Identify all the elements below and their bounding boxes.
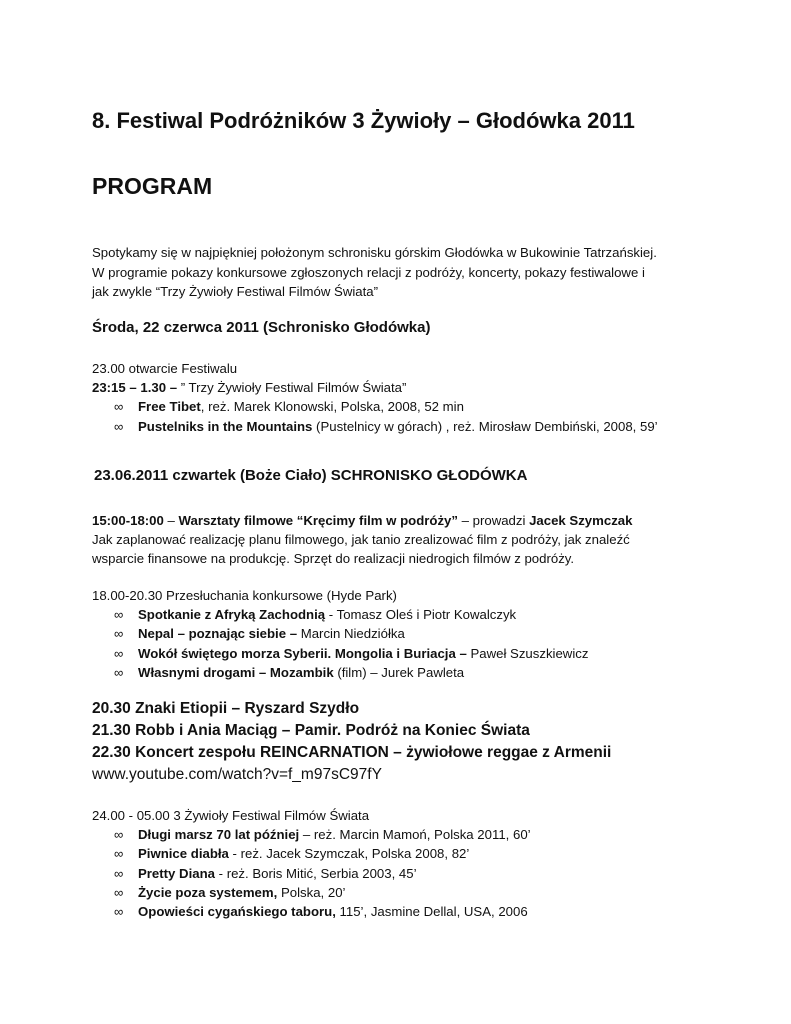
film-details: Polska, 20’	[277, 884, 346, 900]
night-block	[92, 806, 531, 921]
list-item	[92, 397, 658, 416]
film-title: Długi marsz 70 lat później	[138, 827, 300, 843]
hearing-author: Paweł Szuszkiewicz	[466, 645, 589, 661]
film-title: Pretty Diana	[138, 865, 215, 881]
hearing-title: Własnymi drogami – Mozambik	[138, 664, 334, 680]
list-item	[92, 644, 588, 663]
workshop-desc: wsparcie finansowe na produkcję. Sprzęt do realizacji niedrogich filmów z podróży.	[92, 551, 575, 567]
film-title: Opowieści cygańskiego taboru,	[138, 904, 336, 920]
hearing-title: Nepal – poznając siebie –	[138, 626, 298, 642]
hearing-title: Wokół świętego morza Syberii. Mongolia i Buriacja –	[138, 645, 467, 661]
list-item	[92, 864, 531, 883]
evening-block	[92, 698, 611, 786]
film-title: Free Tibet	[138, 399, 201, 415]
workshop-led: – prowadzi	[457, 513, 530, 528]
workshop-host: Jacek Szymczak	[529, 513, 633, 528]
slot-time: 23:15 – 1.30 –	[92, 380, 178, 396]
intro-paragraph	[92, 243, 657, 302]
film-details: 115’, Jasmine Dellal, USA, 2006	[335, 904, 528, 920]
workshop-dash: –	[163, 513, 179, 528]
infinity-bullet-icon: ∞	[114, 865, 124, 881]
infinity-bullet-icon: ∞	[114, 846, 124, 862]
hearing-author: - Tomasz Oleś i Piotr Kowalczyk	[325, 607, 517, 623]
night-title: 24.00 - 05.00 3 Żywioły Festiwal Filmów Świata	[92, 808, 370, 823]
hearing-author: (film) – Jurek Pawleta	[333, 664, 465, 680]
program-heading: PROGRAM	[92, 173, 213, 199]
youtube-link[interactable]	[92, 764, 611, 786]
infinity-bullet-icon: ∞	[114, 626, 124, 642]
infinity-bullet-icon: ∞	[114, 418, 124, 434]
workshop-desc: Jak zaplanować realizację planu filmowego, jak tanio zrealizować film z podróży, jak znaleźć	[92, 532, 630, 548]
intro-line: jak zwykle “Trzy Żywioły Festiwal Filmów Świata”	[92, 284, 379, 299]
film-title: Życie poza systemem,	[138, 884, 278, 900]
list-item	[92, 825, 531, 844]
infinity-bullet-icon: ∞	[114, 645, 124, 661]
slot-line	[92, 378, 658, 397]
film-details: - reż. Boris Mitić, Serbia 2003, 45’	[214, 865, 417, 881]
film-details: (Pustelnicy w górach) , reż. Mirosław Dembiński, 2008, 59’	[312, 418, 658, 434]
opening-line: 23.00 otwarcie Festiwalu	[92, 361, 238, 376]
list-item	[92, 624, 588, 643]
hearings-title: 18.00-20.30 Przesłuchania konkursowe (Hyde Park)	[92, 588, 397, 603]
infinity-bullet-icon: ∞	[114, 607, 124, 623]
list-item	[92, 417, 658, 436]
intro-line: Spotykamy się w najpiękniej położonym schronisku górskim Głodówka w Bukowinie Tatrzańskiej.	[92, 245, 657, 260]
slot-title: ” Trzy Żywioły Festiwal Filmów Świata”	[177, 380, 407, 396]
hearing-author: Marcin Niedziółka	[297, 626, 405, 642]
hearing-title: Spotkanie z Afryką Zachodnią	[138, 607, 326, 623]
festival-title: 8. Festiwal Podróżników 3 Żywioły – Głodówka 2011	[92, 108, 635, 133]
infinity-bullet-icon: ∞	[114, 664, 124, 680]
infinity-bullet-icon: ∞	[114, 399, 124, 415]
infinity-bullet-icon: ∞	[114, 827, 124, 843]
list-item	[92, 902, 531, 921]
film-details: – reż. Marcin Mamoń, Polska 2011, 60’	[299, 827, 531, 843]
hearings-block	[92, 586, 588, 682]
workshop-block	[92, 511, 632, 569]
evening-item: 21.30 Robb i Ania Maciąg – Pamir. Podróż na Koniec Świata	[92, 722, 530, 739]
workshop-title: Warsztaty filmowe “Kręcimy film w podróży”	[178, 513, 458, 528]
film-details: , reż. Marek Klonowski, Polska, 2008, 52 min	[200, 399, 464, 415]
day1-schedule	[92, 359, 658, 436]
day2-heading: 23.06.2011 czwartek (Boże Ciało) SCHRONISKO GŁODÓWKA	[94, 467, 528, 484]
film-title: Piwnice diabła	[138, 846, 229, 862]
list-item	[92, 844, 531, 863]
day1-heading: Środa, 22 czerwca 2011 (Schronisko Głodówka)	[92, 319, 431, 336]
list-item	[92, 605, 588, 624]
infinity-bullet-icon: ∞	[114, 884, 124, 900]
workshop-line	[92, 511, 632, 530]
film-title: Pustelniks in the Mountains	[138, 418, 313, 434]
infinity-bullet-icon: ∞	[114, 904, 124, 920]
evening-item: 22.30 Koncert zespołu REINCARNATION – żywiołowe reggae z Armenii	[92, 744, 612, 761]
evening-item: 20.30 Znaki Etiopii – Ryszard Szydło	[92, 700, 360, 717]
intro-line: W programie pokazy konkursowe zgłoszonych relacji z podróży, koncerty, pokazy festiwalowe i	[92, 264, 645, 280]
film-details: - reż. Jacek Szymczak, Polska 2008, 82’	[228, 846, 470, 862]
list-item	[92, 663, 588, 682]
workshop-time: 15:00-18:00	[92, 513, 164, 528]
youtube-link-text[interactable]: www.youtube.com/watch?v=f_m97sC97fY	[92, 766, 382, 783]
list-item	[92, 883, 531, 902]
